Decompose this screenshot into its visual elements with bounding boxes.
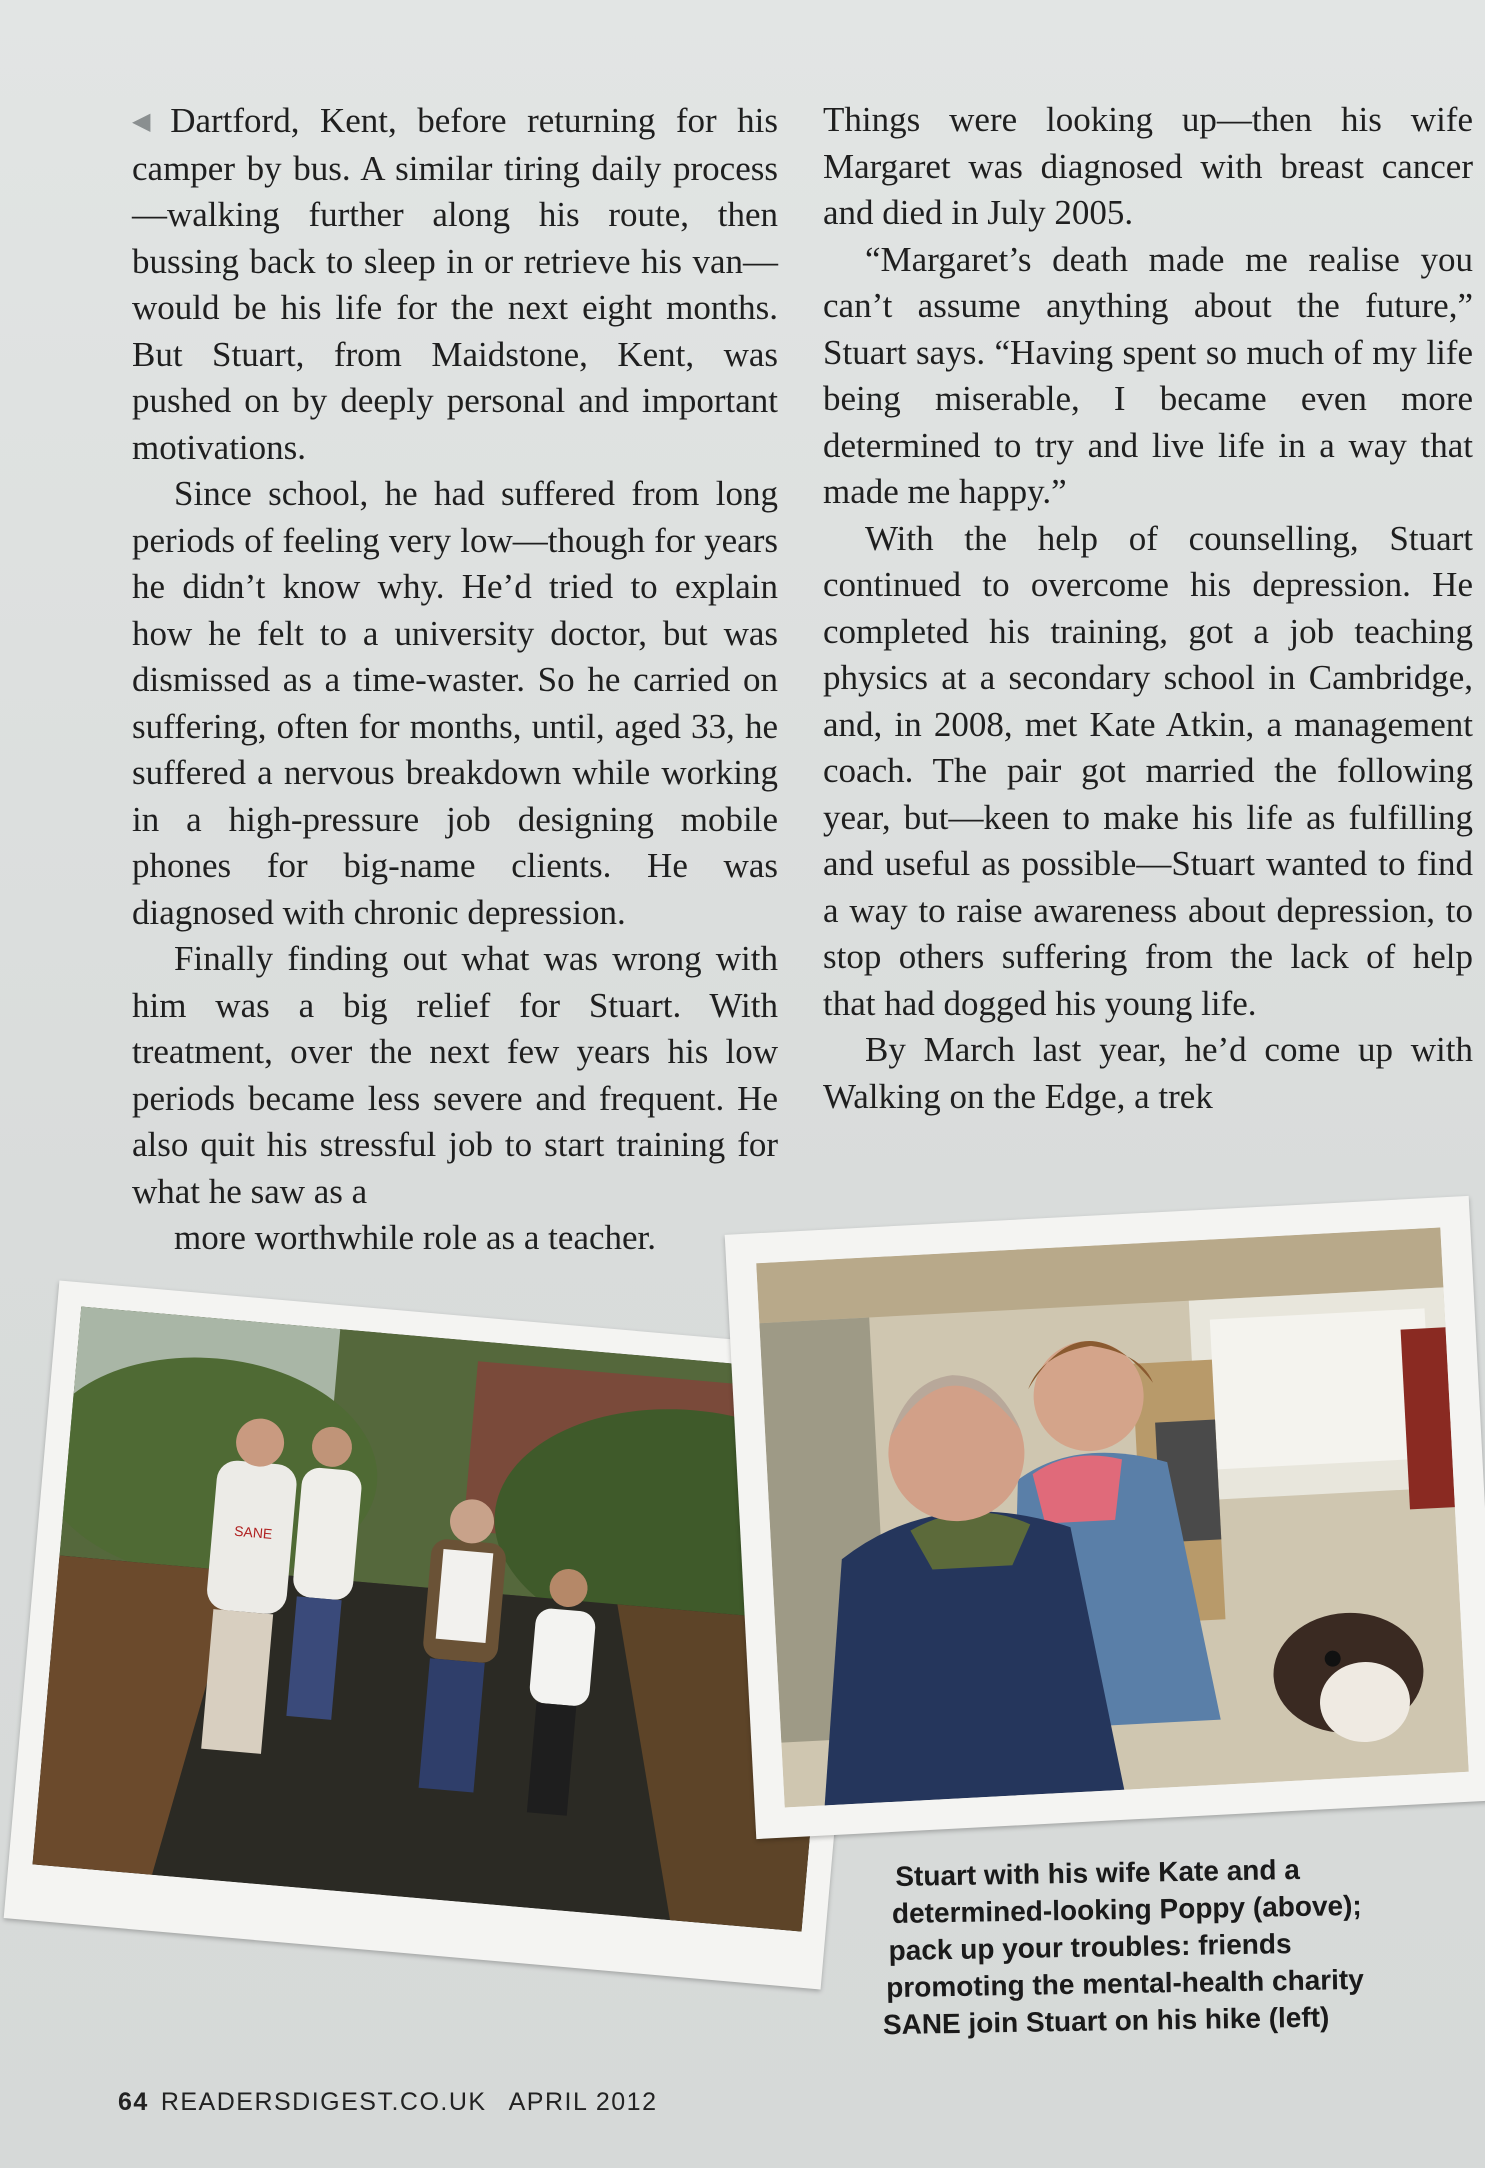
paragraph-line: more worthwhile role as a teacher.: [174, 1218, 657, 1257]
photo-couple: [756, 1227, 1469, 1807]
photo-caption: [882, 1848, 1458, 2043]
photo-couple-frame: [725, 1196, 1485, 1839]
continuation-arrow-icon: ◀: [132, 109, 163, 135]
page-footer: [118, 2088, 657, 2117]
caption-line: promoting the mental-health charity: [885, 1963, 1365, 2004]
photo-walkers: [32, 1306, 850, 1931]
footer-site: READERSDIGEST.CO.UK: [160, 2088, 487, 2116]
paragraph: By March last year, he’d come up with Walking on the Edge, a trek: [823, 1030, 1473, 1116]
paragraph-text: Dartford, Kent, before returning for his camper by bus. A similar tiring daily process—walking further along his route, then bussing back to sleep in or retrieve his van—would be his life for the next eight months. But Stuart, from Maidstone, Kent, was pushed on by deeply personal and important motivations.: [132, 101, 778, 467]
right-text-column: [823, 97, 1473, 1120]
paragraph: “Margaret’s death made me realise you can’t assume anything about the future,” Stuart says. “Having spent so much of my life being miserable, I became even more determined to try and live life in a way that made me happy.”: [823, 239, 1473, 511]
paragraph: With the help of counselling, Stuart continued to overcome his depression. He completed his training, got a job teaching physics at a secondary school in Cambridge, and, in 2008, met Kate Atkin, a management coach. The pair got married the following year, but—keen to make his life as fulfilling and useful as possible—Stuart wanted to find a way to raise awareness about depression, to stop others suffering from the lack of help that had dogged his young life.: [823, 518, 1473, 1023]
paragraph: Things were looking up—then his wife Margaret was diagnosed with breast cancer and died in July 2005.: [823, 100, 1473, 232]
paragraph-text: Finally finding out what was wrong with him was a big relief for Stuart. With treatment, over the next few years his low periods became less severe and frequent. He also quit his stressful job to: [132, 939, 778, 1164]
caption-line: determined-looking Poppy (above);: [891, 1889, 1362, 1930]
paragraph: Since school, he had suffered from long periods of feeling very low—though for years he didn’t know why. He’d tried to explain how he felt to a university doctor, but was dismissed as a time-waster. So he carried on suffering, often for months, until, aged 33, he suffered a nervous breakdown while working in a high-pressure job designing mobile phones for big-name clients. He was diagnosed with chronic depression.: [132, 474, 778, 932]
page-number: 64: [118, 2088, 149, 2116]
paragraph: [132, 98, 778, 471]
sane-shirt-label: SANE: [233, 1522, 273, 1542]
paragraph: [132, 936, 778, 1262]
caption-line: Stuart with his wife Kate and a: [895, 1853, 1301, 1892]
caption-line: pack up your troubles: friends: [888, 1928, 1292, 1967]
left-text-column: [132, 98, 778, 1262]
caption-line: SANE join Stuart on his hike (left): [882, 2001, 1330, 2041]
paragraph-line: start training for what he saw as a: [132, 1125, 779, 1211]
footer-issue: APRIL 2012: [508, 2088, 658, 2116]
